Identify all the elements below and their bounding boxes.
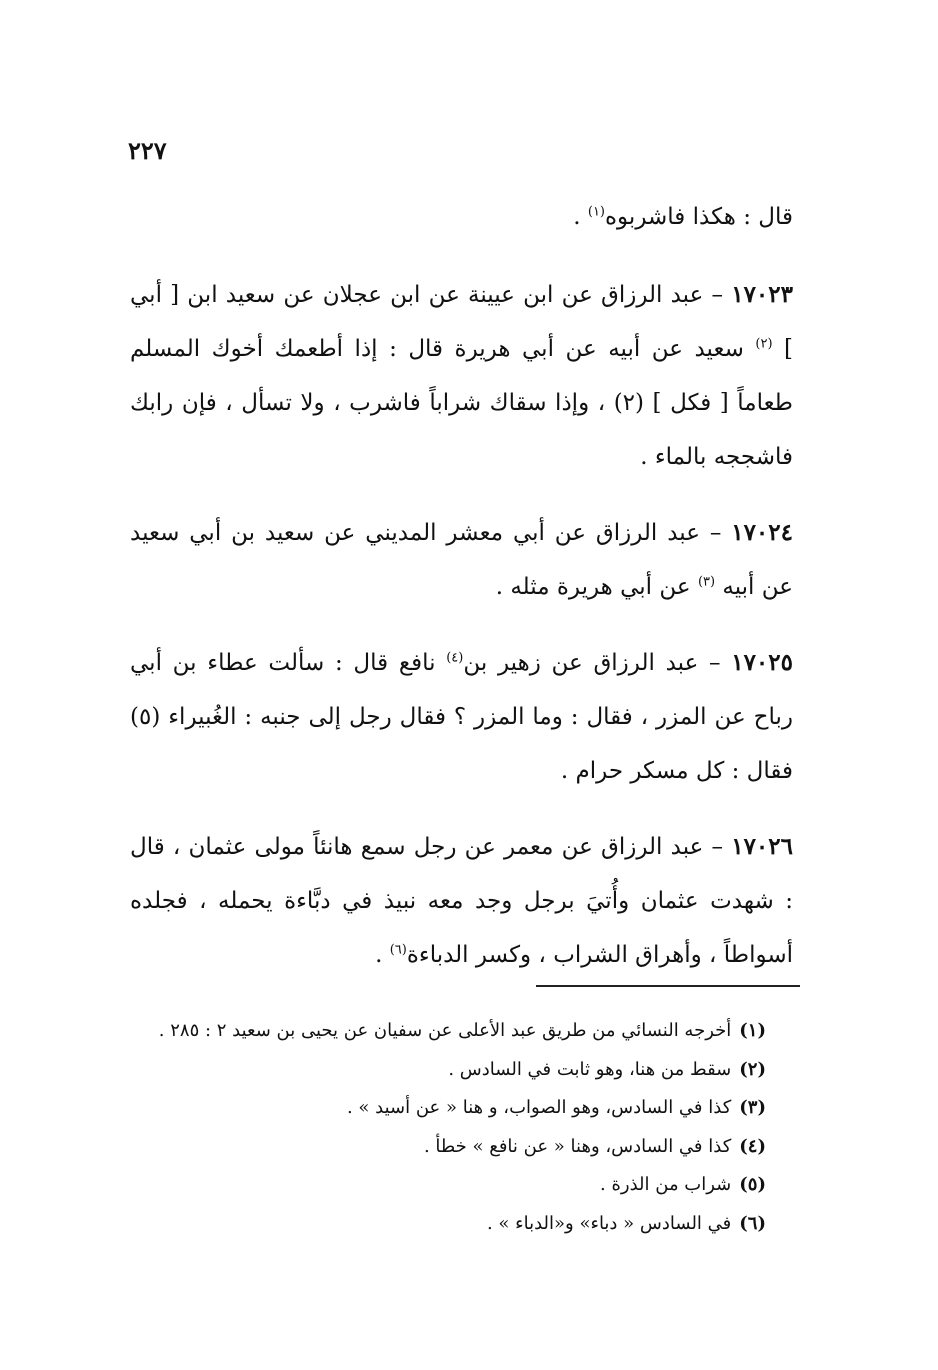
paragraph-17026 [130,820,793,982]
paragraph-text: – عبد الرزاق عن معمر عن رجل سمع هانئاً مولى عثمان ، قال : شهدت عثمان وأُتيَ برجل وجد معه نبيذ في دبَّاءة يحمله ، فجلده أسواطاً ، وأهراق الشراب ، وكسر الدباءة [130,834,793,968]
paragraph-17024 [130,506,793,614]
paragraph-text: قال : هكذا فاشربوه [605,204,793,230]
paragraph-tail: . [375,942,390,968]
footnote-2 [130,1051,766,1090]
paragraph-tail: سعيد عن أبيه عن أبي هريرة قال : إذا أطعمك أخوك المسلم طعاماً [ فكل ] (٢) ، وإذا سقاك شراباً فاشرب ، ولا تسأل ، فإن رابك فاشججه بالماء . [130,336,793,470]
footnote-text: كذا في السادس، وهنا « عن نافع » خطأ . [423,1135,732,1157]
footnote-ref: (٤) [446,650,464,666]
paragraph-intro [130,190,793,244]
paragraph-17023 [130,268,793,484]
hadith-number: ١٧٠٢٤ [731,519,793,546]
footnote-number: (٣) [739,1097,766,1118]
footnote-text: شراب من الذرة . [600,1174,732,1195]
footnote-number: (٢) [739,1058,766,1080]
footnote-ref: (١) [587,204,605,220]
paragraph-text: – عبد الرزاق عن ابن عيينة عن ابن عجلان عن سعيد ابن [ أبي ] [130,282,793,362]
footnote-number: (٤) [739,1135,766,1157]
footnote-1 [130,1012,766,1051]
footnote-number: (٥) [739,1174,766,1195]
hadith-number: ١٧٠٢٦ [731,833,793,860]
footnote-6 [130,1205,766,1244]
footnote-text: سقط من هنا، وهو ثابت في السادس . [448,1058,732,1080]
footnote-5 [130,1166,766,1205]
footnote-ref: (٣) [697,574,716,590]
page-number: ٢٢٧ [128,136,167,165]
footnote-text: كذا في السادس، وهو الصواب، و هنا « عن أسيد » . [346,1097,732,1118]
footnote-ref: (٢) [755,336,773,352]
paragraph-text: – عبد الرزاق عن زهير بن [463,650,732,676]
footnote-text: في السادس « دباء» و«الدباء » . [486,1212,732,1234]
footnote-number: (٦) [739,1212,766,1234]
footnotes [130,1012,766,1243]
footnote-number: (١) [739,1020,766,1041]
hadith-number: ١٧٠٢٣ [731,281,793,308]
hadith-number: ١٧٠٢٥ [731,649,793,676]
footnote-ref: (٦) [389,942,407,958]
footnote-4 [130,1128,766,1167]
main-text [130,190,793,1004]
footnote-separator [536,985,800,987]
footnote-3 [130,1089,766,1128]
paragraph-text: – عبد الرزاق عن أبي معشر المديني عن سعيد بن أبي سعيد عن أبيه [130,520,793,600]
paragraph-17025 [130,636,793,798]
paragraph-tail: . [573,204,588,230]
paragraph-tail: عن أبي هريرة مثله . [495,574,698,600]
paragraph-tail: نافع قال : سألت عطاء بن أبي رباح عن المزر ، فقال : وما المزر ؟ فقال رجل إلى جنبه : الغُبيراء (٥) فقال : كل مسكر حرام . [130,650,793,784]
footnote-text: أخرجه النسائي من طريق عبد الأعلى عن سفيان عن يحيى بن سعيد ٢ : ٢٨٥ . [158,1020,732,1041]
